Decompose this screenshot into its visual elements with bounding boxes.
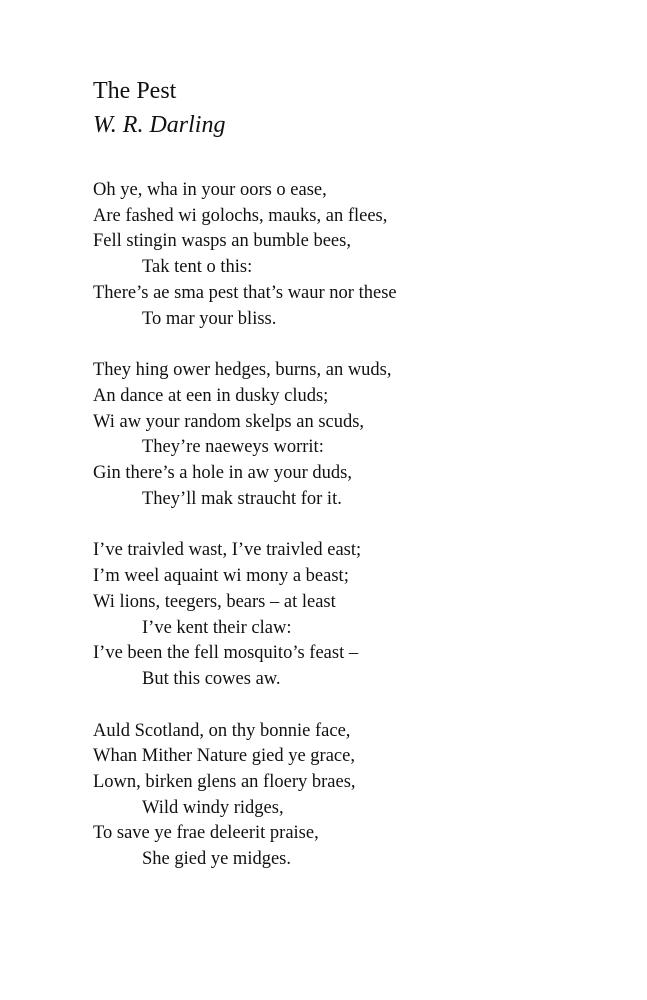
poem-line: An dance at een in dusky cluds; [93, 385, 329, 406]
stanza [93, 178, 633, 332]
poem-line: They’ll mak straucht for it. [142, 488, 342, 509]
poem-line: Are fashed wi golochs, mauks, an flees, [93, 205, 388, 226]
poem-line: Gin there’s a hole in aw your duds, [93, 463, 352, 484]
poem-line: To save ye frae deleerit praise, [93, 823, 319, 844]
poem-page [93, 76, 633, 899]
poem-line: Tak tent o this: [142, 257, 253, 278]
poem-line: Oh ye, wha in your oors o ease, [93, 180, 327, 200]
poem-line: They hing ower hedges, burns, an wuds, [93, 360, 392, 381]
stanza [93, 358, 633, 512]
poem-line: They’re naeweys worrit: [142, 437, 324, 458]
poem-line: Wild windy ridges, [142, 797, 284, 818]
poem-line: Auld Scotland, on thy bonnie face, [93, 720, 351, 741]
poem-line: Wi aw your random skelps an scuds, [93, 411, 365, 432]
poem-line: Whan Mither Nature gied ye grace, [93, 746, 355, 767]
poem-line: I’m weel aquaint wi mony a beast; [93, 566, 349, 587]
poem-line: I’ve been the fell mosquito’s feast – [93, 643, 359, 664]
poem-line: Lown, birken glens an floery braes, [93, 772, 356, 793]
poem-line: I’ve traivled wast, I’ve traivled east; [93, 540, 362, 561]
poem-line: She gied ye midges. [142, 849, 292, 870]
poem-line: I’ve kent their claw: [142, 617, 292, 638]
stanza [93, 538, 633, 692]
poem-body [93, 178, 633, 873]
poem-title: The Pest [93, 78, 177, 104]
poem-line: To mar your bliss. [142, 308, 277, 329]
stanza [93, 719, 633, 873]
poem-line: Fell stingin wasps an bumble bees, [93, 231, 351, 252]
poem-line: There’s ae sma pest that’s waur nor these [93, 282, 397, 303]
poem-line: But this cowes aw. [142, 668, 281, 689]
poem-line: Wi lions, teegers, bears – at least [93, 591, 336, 612]
poem-author: W. R. Darling [93, 112, 226, 138]
